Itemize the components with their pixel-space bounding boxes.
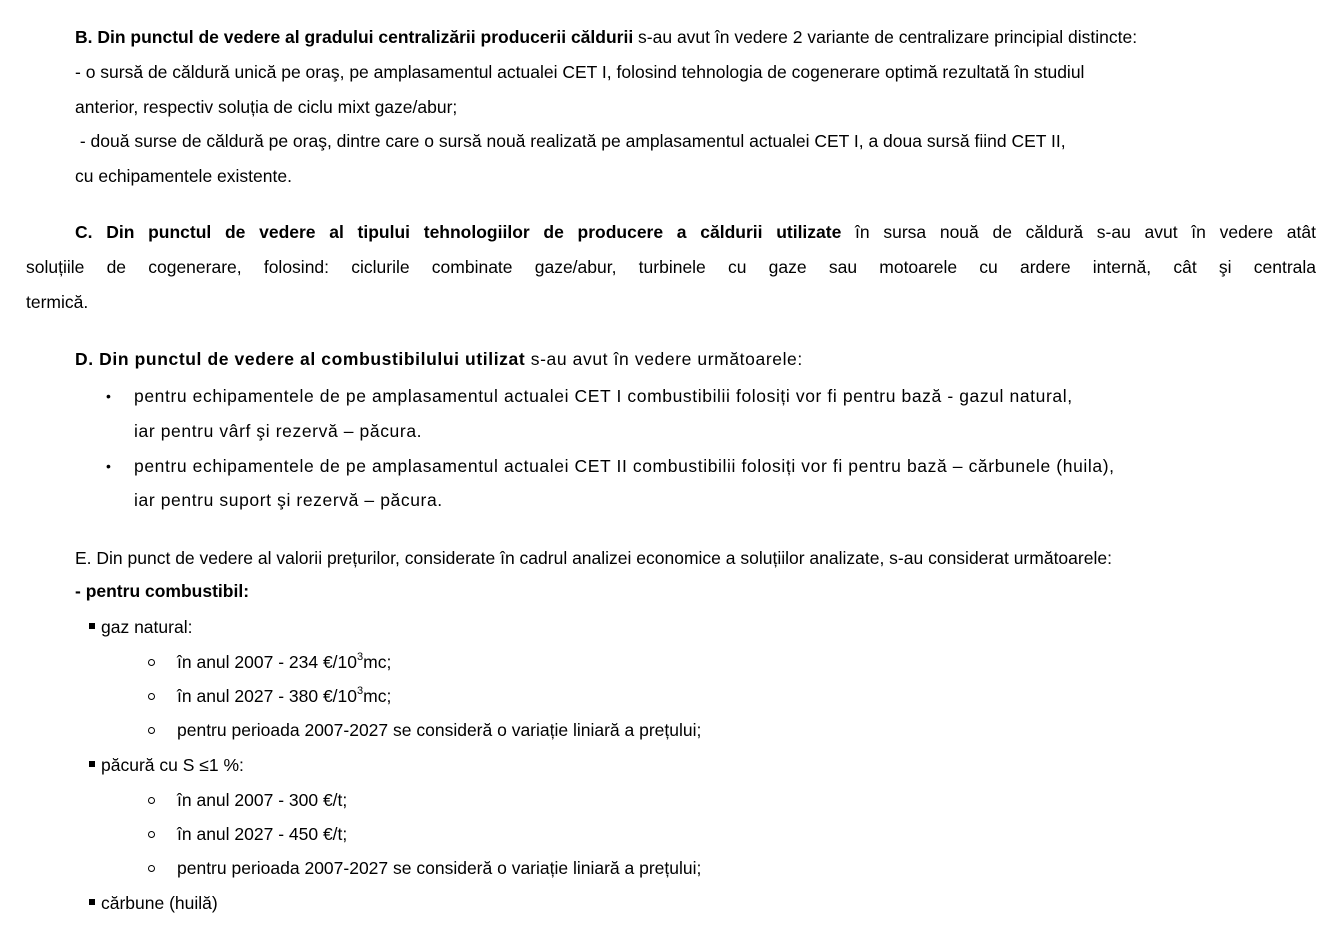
section-d-bullet1-line1: pentru echipamentele de pe amplasamentul actualei CET I combustibilii folosiți vor fi pentru bază - gazul natural, xyxy=(134,386,1073,406)
square-bullet-icon xyxy=(89,899,95,905)
square-bullet-icon xyxy=(89,623,95,629)
circle-bullet-icon xyxy=(148,727,155,734)
section-b-line-1 xyxy=(75,26,1137,48)
section-b-item1-line2: anterior, respectiv soluția de ciclu mixt gaze/abur; xyxy=(75,97,458,117)
fuel-heading: - pentru combustibil: xyxy=(75,581,250,601)
section-b-item2-line1: - două surse de căldură pe oraş, dintre care o sursă nouă realizată pe amplasamentul actualei CET I, a doua sursă fiind CET II, xyxy=(75,131,1066,151)
section-d-bullet2-line2: iar pentru suport şi rezervă – păcura. xyxy=(134,490,443,510)
section-b-item1-line1: - o sursă de căldură unică pe oraş, pe amplasamentul actualei CET I, folosind tehnologia de cogenerare optimă rezultată în studiul xyxy=(75,62,1085,82)
section-d-bullet1-line2: iar pentru vârf şi rezervă – păcura. xyxy=(134,421,423,441)
section-c-line-1 xyxy=(26,221,1316,243)
coal-label: cărbune (huilă) xyxy=(101,893,218,913)
circle-bullet-icon xyxy=(148,797,155,804)
section-c-line-3: termică. xyxy=(26,292,89,312)
gas-price-2027-unit: mc; xyxy=(363,686,392,706)
oil-label-row xyxy=(89,754,244,776)
gas-price-2027-exponent: 3 xyxy=(357,685,364,698)
section-b-intro: s-au avut în vedere 2 variante de centralizare principial distincte: xyxy=(633,27,1138,47)
circle-bullet-icon xyxy=(148,659,155,666)
section-d-intro: s-au avut în vedere următoarele: xyxy=(525,349,803,369)
coal-label-row xyxy=(89,892,218,914)
gas-price-2007-text: în anul 2007 - 234 €/10 xyxy=(177,652,358,672)
gas-price-variation: pentru perioada 2007-2027 se consideră o variație liniară a prețului; xyxy=(177,720,702,740)
oil-price-2027: în anul 2027 - 450 €/t; xyxy=(177,824,348,844)
gas-label-row xyxy=(89,616,192,638)
section-d-heading: D. Din punctul de vedere al combustibilului utilizat xyxy=(75,349,526,369)
gas-price-2027-text: în anul 2027 - 380 €/10 xyxy=(177,686,358,706)
section-c-line-2: soluțiile de cogenerare, folosind: ciclurile combinate gaze/abur, turbinele cu gaze sau motoarele cu ardere internă, cât şi centrala xyxy=(26,257,1316,277)
oil-price-2007: în anul 2007 - 300 €/t; xyxy=(177,790,348,810)
gas-price-2007-exponent: 3 xyxy=(357,651,364,664)
section-e-intro: E. Din punct de vedere al valorii prețurilor, considerate în cadrul analizei economice a soluțiilor analizate, s-au considerat următoarele: xyxy=(75,548,1112,568)
section-d-line-1 xyxy=(75,348,803,370)
section-b-item2-line2: cu echipamentele existente. xyxy=(75,166,292,186)
circle-bullet-icon xyxy=(148,693,155,700)
section-b-heading: B. Din punctul de vedere al gradului centralizării producerii căldurii xyxy=(75,27,634,47)
gas-label: gaz natural: xyxy=(101,617,193,637)
oil-label: păcură cu S ≤1 %: xyxy=(101,755,244,775)
oil-price-variation: pentru perioada 2007-2027 se consideră o variație liniară a prețului; xyxy=(177,858,702,878)
gas-price-2007 xyxy=(177,651,391,673)
section-c-heading: C. Din punctul de vedere al tipului tehnologiilor de producere a căldurii utilizate xyxy=(75,222,842,242)
square-bullet-icon xyxy=(89,761,95,767)
section-d-bullet2-line1: pentru echipamentele de pe amplasamentul actualei CET II combustibilii folosiți vor fi pentru bază – cărbunele (huila), xyxy=(134,456,1115,476)
circle-bullet-icon xyxy=(148,865,155,872)
bullet-icon: • xyxy=(106,388,111,404)
gas-price-2007-unit: mc; xyxy=(363,652,392,672)
bullet-icon: • xyxy=(106,458,111,474)
gas-price-2027 xyxy=(177,685,391,707)
circle-bullet-icon xyxy=(148,831,155,838)
section-c-line1-rest: în sursa nouă de căldură s-au avut în vedere atât xyxy=(841,222,1316,242)
